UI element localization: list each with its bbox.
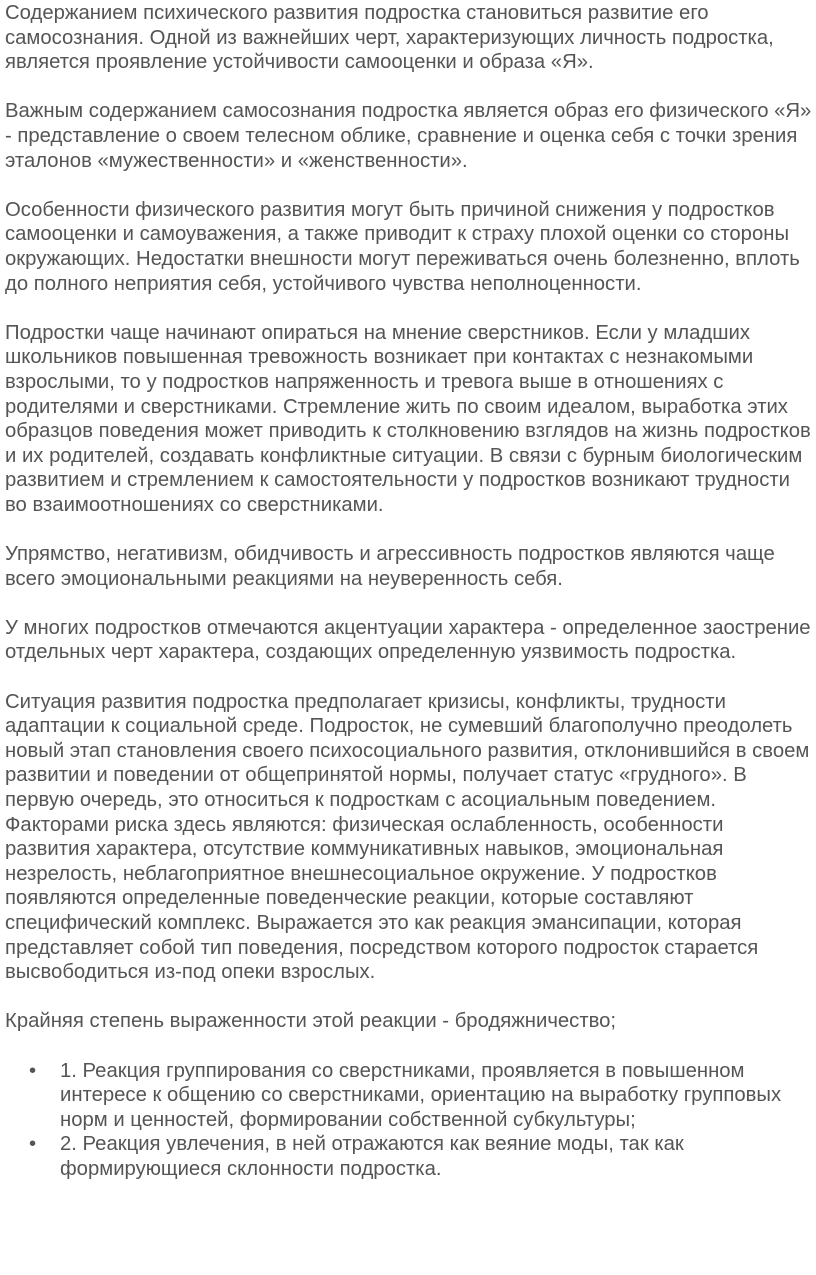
list-item [5,1132,813,1181]
list-item [5,1059,813,1133]
paragraph-physical-development: Особенности физического развития могут быть причиной снижения у подростков самооценки и самоуважения, а также приводит к страху плохой оценки со стороны окружающих. Недостатки внешности могут переживаться очень болезненно, вплоть до полного неприятия себя, устойчивого чувства неполноценности. [5,198,800,295]
bullet-icon: • [29,1133,37,1156]
paragraph-peer-opinion: Подростки чаще начинают опираться на мнение сверстников. Если у младших школьников повышенная тревожность возникает при контактах с незнакомыми взрослыми, то у подростков напряженность и тревога выше в отношениях с родителями и сверстниками. Стремление жить по своим идеалом, выработка этих образцов поведения может приводить к столкновению взглядов на жизнь подростков и их родителей, создавать конфликтные ситуации. В связи с бурным биологическим развитием и стремлением к самостоятельности у подростков возникают трудности во взаимоотношениях со сверстниками. [5,321,811,516]
list-item-text: 1. Реакция группирования со сверстниками, проявляется в повышенном интересе к общению со сверстниками, ориентацию на выработку групповых норм и ценностей, формировании собственной субкультуры; [60,1059,782,1131]
paragraph-emotional-reactions: Упрямство, негативизм, обидчивость и агрессивность подростков являются чаще всего эмоциональными реакциями на неуверенность себя. [5,543,775,590]
paragraph-character-accentuation: У многих подростков отмечаются акцентуации характера - определенное заострение отдельных черт характера, создающих определенную уязвимость подростка. [5,616,811,664]
paragraph-self-awareness: Содержанием психического развития подростка становиться развитие его самосознания. Одной из важнейших черт, характеризующих личность подростка, является проявление устойчивости самооценки и образа «Я». [5,2,774,74]
list-item-text: 2. Реакция увлечения, в ней отражаются как веяние моды, так как формирующиеся склонности подростка. [60,1133,684,1180]
paragraph-physical-self: Важным содержанием самосознания подростка является образ его физического «Я» - представление о своем телесном облике, сравнение и оценка себя с точки зрения эталонов «мужественности» и «женственности». [5,100,812,172]
paragraph-vagrancy: Крайняя степень выраженности этой реакции - бродяжничество; [5,1010,617,1033]
reaction-list [5,1059,813,1182]
paragraph-development-situation: Ситуация развития подростка предполагает кризисы, конфликты, трудности адаптации к социальной среде. Подросток, не сумевший благополучно преодолеть новый этап становления своего психосоциального развития, отклонившийся в своем развитии и поведении от общепринятой нормы, получает статус «грудного». В первую очередь, это относиться к подросткам с асоциальным поведением. Факторами риска здесь являются: физическая ослабленность, особенности развития характера, отсутствие коммуникативных навыков, эмоциональная незрелость, неблагоприятное внешнесоциальное окружение. У подростков появляются определенные поведенческие реакции, которые составляют специфический комплекс. Выражается это как реакция эмансипации, которая представляет собой тип поведения, посредством которого подросток старается высвободиться из-под опеки взрослых. [5,690,810,984]
bullet-icon: • [29,1059,37,1082]
document-body [5,0,813,1182]
